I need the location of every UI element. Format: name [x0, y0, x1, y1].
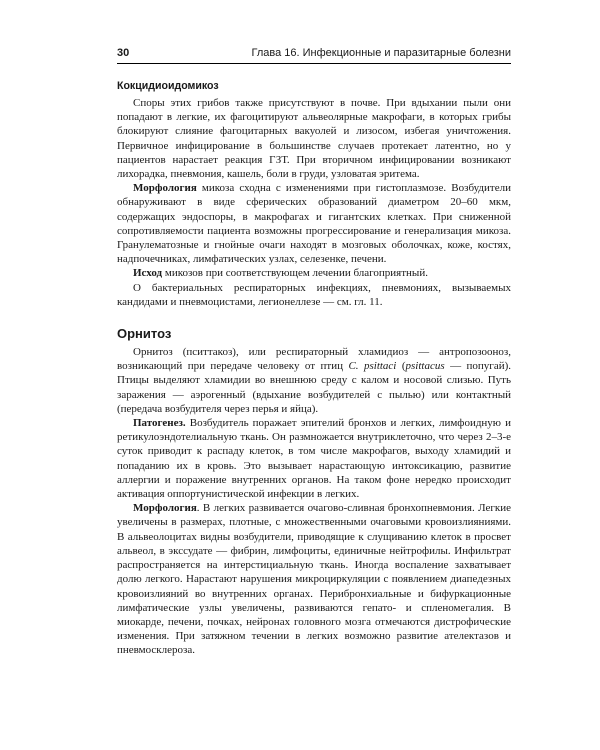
paragraph-text: (	[396, 360, 406, 373]
paragraph	[117, 345, 511, 416]
paragraph-text: . В легких развивается очагово-сливная бронхопневмония. Легкие увеличены в размерах, плотные, с множественными очаговыми кровоизлияниями. В альвеолоцитах видны возбудители, приводящие к слущиванию клеток в просвет альвеол, в экссудате — фибрин, лимфоциты, единичные нейтрофилы. Инфильтрат распространяется на интерстициальную ткань. Иногда воспаление захватывает долю легкого. Нарастают нарушения микроциркуляции с появлением диапедезных кровоизлияний во внутренних органах. Перибронхиальные и бифуркационные лимфатические узлы увеличены, развиваются гепато- и спленомегалия. В миокарде, печени, почках, нейронах головного мозга отмечаются дистрофические изменения. При затяжном течении в легких возможно развитие ателектазов и пневмосклероза.	[117, 502, 511, 657]
section-heading-ornithosis: Орнитоз	[117, 326, 172, 342]
run-in-heading: Морфология	[133, 502, 197, 515]
paragraph-text: О бактериальных респираторных инфекциях, пневмониях, вызываемых кандидами и пневмоцистами, легионеллезе — см. гл. 11.	[117, 281, 511, 308]
paragraph	[117, 96, 511, 181]
chapter-title: Глава 16. Инфекционные и паразитарные болезни	[251, 47, 511, 59]
paragraph-text: микозов при соответствующем лечении благоприятный.	[162, 267, 428, 280]
running-head	[117, 45, 511, 64]
species-name: C. psittaci	[348, 360, 397, 373]
paragraph	[117, 181, 511, 266]
paragraph	[117, 266, 511, 280]
run-in-heading: Патогенез.	[133, 417, 186, 430]
run-in-heading: Морфология	[133, 182, 197, 195]
paragraph-text: Возбудитель поражает эпителий бронхов и легких, лимфоидную и ретикулоэндотелиальную ткань. Он размножается внутриклеточно, что через 2–3-е суток приводит к распаду клеток, в том числе макрофагов, выходу хламидий и попаданию их в кровь. Это вызывает нарастающую интоксикацию, развитие аллергии и поражение внутренних органов. На таком фоне нередко происходит активация оппортунистической инфекции в легких.	[117, 417, 511, 501]
main-text	[117, 70, 511, 658]
paragraph	[117, 281, 511, 309]
paragraph-text: Орнитоз (пситтакоз), или респираторный хламидиоз — антропозооноз, возникающий при передаче человеку от птиц	[117, 346, 511, 373]
paragraph-text: Споры этих грибов также присутствуют в почве. При вдыхании пыли они попадают в легкие, их фагоцитируют альвеолярные макрофаги, в которых грибы блокируют слияние фагоцитарных вакуолей и лизосом, избегая уничтожения. Первичное инфицирование в большинстве случаев протекает латентно, но у пациентов нарастает реакция ГЗТ. При вторичном инфицировании возникают лихорадка, пневмония, кашель, боли в груди, узловатая эритема.	[117, 97, 511, 181]
latin-word: psittacus	[405, 360, 445, 373]
section-heading-coccidioidomycosis: Кокцидиоидомикоз	[117, 80, 219, 92]
paragraph-text: — попугай). Птицы выделяют хламидии во внешнюю среду с калом и носовой слизью. Путь заражения — аэрогенный (вдыхание возбудителей с пылью) или контактный (передача возбудителя через перья и яйца).	[117, 360, 511, 415]
page-number: 30	[117, 47, 130, 59]
paragraph	[117, 501, 511, 657]
run-in-heading: Исход	[133, 267, 163, 280]
paragraph	[117, 416, 511, 501]
paragraph-text: микоза сходна с изменениями при гистоплазмозе. Возбудители обнаруживают в виде сферических образований диаметром 20–60 мкм, содержащих эндоспоры, в макрофагах и гигантских клетках. При сниженной сопротивляемости пациента возможны прогрессирование и генерализация микоза. Гранулематозные и гнойные очаги находят в мозговых оболочках, коже, костях, надпочечниках, лимфатических узлах, селезенке, печени.	[117, 182, 511, 266]
